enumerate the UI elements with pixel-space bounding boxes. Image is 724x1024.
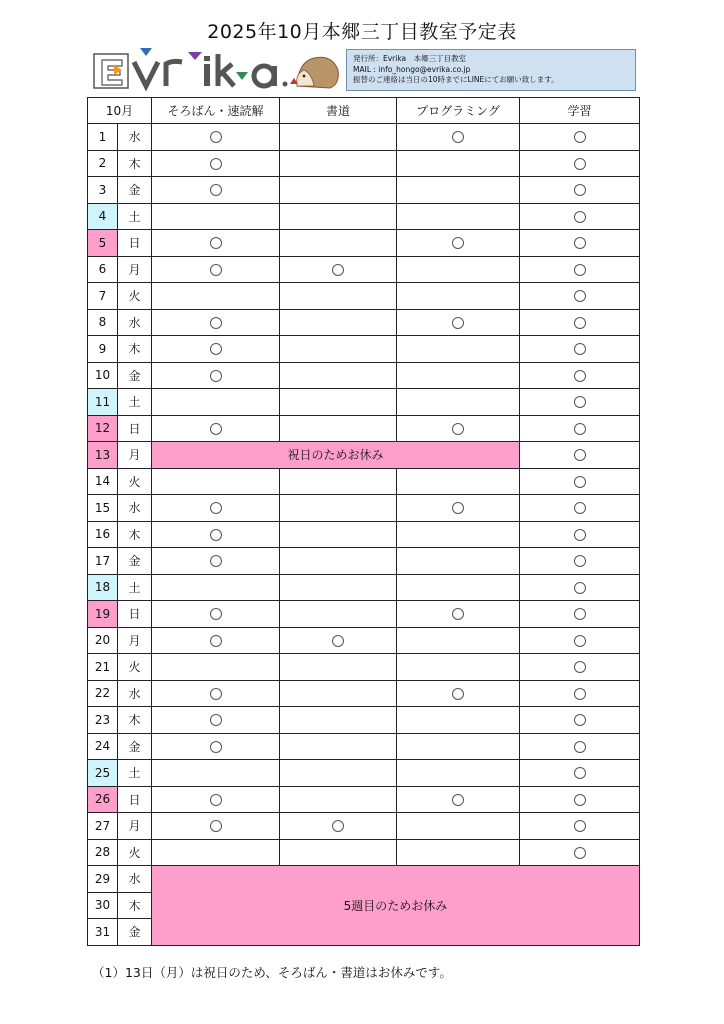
- cell-soroban: [152, 760, 280, 787]
- cell-shodo: [280, 760, 397, 787]
- class-mark-icon: [574, 476, 586, 488]
- cell-study: [520, 495, 640, 522]
- cell-shodo: [280, 124, 397, 151]
- cell-programming: [397, 680, 520, 707]
- weekday: 水: [118, 124, 152, 151]
- class-mark-icon: [452, 131, 464, 143]
- class-mark-icon: [452, 502, 464, 514]
- page-title: 2025年10月本郷三丁目教室予定表: [207, 21, 517, 43]
- cell-programming: [397, 124, 520, 151]
- class-mark-icon: [574, 661, 586, 673]
- cell-shodo: [280, 309, 397, 336]
- cell-shodo: [280, 548, 397, 575]
- table-row: [88, 283, 640, 310]
- class-mark-icon: [574, 608, 586, 620]
- evrika-logo: [92, 48, 342, 92]
- day-number: 25: [88, 760, 118, 787]
- day-number: 2: [88, 150, 118, 177]
- day-number: 13: [88, 442, 118, 469]
- day-number: 26: [88, 786, 118, 813]
- header-shodo: 書道: [280, 98, 397, 124]
- class-mark-icon: [210, 317, 222, 329]
- cell-soroban: [152, 203, 280, 230]
- cell-shodo: [280, 283, 397, 310]
- cell-shodo: [280, 521, 397, 548]
- cell-shodo: [280, 415, 397, 442]
- cell-soroban: [152, 786, 280, 813]
- cell-programming: [397, 230, 520, 257]
- weekday: 月: [118, 813, 152, 840]
- class-mark-icon: [574, 158, 586, 170]
- cell-soroban: [152, 256, 280, 283]
- day-number: 5: [88, 230, 118, 257]
- header-study: 学習: [520, 98, 640, 124]
- cell-programming: [397, 521, 520, 548]
- cell-shodo: [280, 574, 397, 601]
- table-row: [88, 309, 640, 336]
- day-number: 18: [88, 574, 118, 601]
- class-mark-icon: [574, 211, 586, 223]
- weekday: 金: [118, 548, 152, 575]
- weekday: 日: [118, 601, 152, 628]
- cell-soroban: [152, 389, 280, 416]
- cell-programming: [397, 389, 520, 416]
- weekday: 木: [118, 336, 152, 363]
- table-row: [88, 654, 640, 681]
- cell-soroban: [152, 574, 280, 601]
- class-mark-icon: [210, 343, 222, 355]
- class-mark-icon: [210, 184, 222, 196]
- cell-soroban: [152, 601, 280, 628]
- weekday: 木: [118, 707, 152, 734]
- table-row: [88, 627, 640, 654]
- footnote: （1）13日（月）は祝日のため、そろばん・書道はお休みです。: [92, 965, 452, 980]
- cell-shodo: [280, 733, 397, 760]
- cell-programming: [397, 839, 520, 866]
- table-row: [88, 733, 640, 760]
- info-box: [346, 49, 636, 91]
- day-number: 11: [88, 389, 118, 416]
- class-mark-icon: [574, 767, 586, 779]
- class-mark-icon: [574, 423, 586, 435]
- weekday: 月: [118, 256, 152, 283]
- header-programming: プログラミング: [397, 98, 520, 124]
- table-row: [88, 468, 640, 495]
- cell-soroban: [152, 336, 280, 363]
- day-number: 21: [88, 654, 118, 681]
- table-row: [88, 839, 640, 866]
- cell-programming: [397, 415, 520, 442]
- info-notice: 振替のご連絡は当日の10時までにLINEにてお願い致します。: [353, 75, 559, 84]
- day-number: 23: [88, 707, 118, 734]
- class-mark-icon: [574, 635, 586, 647]
- cell-study: [520, 813, 640, 840]
- day-number: 19: [88, 601, 118, 628]
- cell-soroban: [152, 813, 280, 840]
- class-mark-icon: [210, 741, 222, 753]
- cell-soroban: [152, 230, 280, 257]
- weekday: 水: [118, 309, 152, 336]
- day-number: 8: [88, 309, 118, 336]
- class-mark-icon: [574, 290, 586, 302]
- table-row: [88, 203, 640, 230]
- class-mark-icon: [210, 158, 222, 170]
- cell-study: [520, 680, 640, 707]
- day-number: 10: [88, 362, 118, 389]
- class-mark-icon: [574, 741, 586, 753]
- class-mark-icon: [574, 688, 586, 700]
- weekday: 土: [118, 203, 152, 230]
- day-number: 9: [88, 336, 118, 363]
- cell-programming: [397, 203, 520, 230]
- cell-study: [520, 707, 640, 734]
- weekday: 金: [118, 177, 152, 204]
- table-row: [88, 680, 640, 707]
- cell-soroban: [152, 680, 280, 707]
- class-mark-icon: [210, 237, 222, 249]
- weekday: 木: [118, 521, 152, 548]
- class-mark-icon: [210, 529, 222, 541]
- cell-shodo: [280, 230, 397, 257]
- class-mark-icon: [210, 423, 222, 435]
- class-mark-icon: [210, 608, 222, 620]
- cell-programming: [397, 177, 520, 204]
- cell-soroban: [152, 521, 280, 548]
- cell-programming: [397, 601, 520, 628]
- table-row: [88, 574, 640, 601]
- weekday: 火: [118, 654, 152, 681]
- cell-study: [520, 468, 640, 495]
- cell-soroban: [152, 707, 280, 734]
- class-mark-icon: [210, 820, 222, 832]
- class-mark-icon: [332, 264, 344, 276]
- cell-shodo: [280, 680, 397, 707]
- cell-study: [520, 283, 640, 310]
- cell-study: [520, 309, 640, 336]
- cell-study: [520, 177, 640, 204]
- cell-shodo: [280, 495, 397, 522]
- day-number: 12: [88, 415, 118, 442]
- cell-shodo: [280, 786, 397, 813]
- day-number: 17: [88, 548, 118, 575]
- class-mark-icon: [452, 423, 464, 435]
- day-number: 27: [88, 813, 118, 840]
- table-row: [88, 601, 640, 628]
- class-mark-icon: [332, 820, 344, 832]
- table-row: [88, 230, 640, 257]
- info-email: MAIL : info_hongo@evrika.co.jp: [353, 64, 471, 74]
- class-mark-icon: [574, 131, 586, 143]
- weekday: 金: [118, 362, 152, 389]
- cell-study: [520, 203, 640, 230]
- cell-study: [520, 521, 640, 548]
- header-soroban: そろばん・速読解: [152, 98, 280, 124]
- class-mark-icon: [574, 794, 586, 806]
- cell-study: [520, 601, 640, 628]
- cell-programming: [397, 495, 520, 522]
- weekday: 日: [118, 786, 152, 813]
- info-publisher: 発行所：Evrika 本郷三丁目教室: [353, 54, 467, 63]
- cell-shodo: [280, 813, 397, 840]
- class-mark-icon: [574, 529, 586, 541]
- day-number: 7: [88, 283, 118, 310]
- cell-programming: [397, 256, 520, 283]
- weekday: 木: [118, 150, 152, 177]
- cell-study: [520, 574, 640, 601]
- table-row: [88, 389, 640, 416]
- class-mark-icon: [574, 582, 586, 594]
- table-row: [88, 760, 640, 787]
- cell-programming: [397, 707, 520, 734]
- cell-study: [520, 415, 640, 442]
- weekday: 水: [118, 866, 152, 893]
- class-mark-icon: [210, 635, 222, 647]
- class-mark-icon: [574, 847, 586, 859]
- table-row: [88, 150, 640, 177]
- holiday-closed-cell: 祝日のためお休み: [152, 442, 520, 469]
- weekday: 火: [118, 468, 152, 495]
- day-number: 31: [88, 919, 118, 946]
- cell-soroban: [152, 468, 280, 495]
- cell-soroban: [152, 548, 280, 575]
- weekday: 火: [118, 839, 152, 866]
- weekday: 土: [118, 389, 152, 416]
- cell-soroban: [152, 362, 280, 389]
- table-row: [88, 521, 640, 548]
- class-mark-icon: [452, 794, 464, 806]
- cell-programming: [397, 786, 520, 813]
- table-header-row: [88, 98, 640, 124]
- weekday: 土: [118, 760, 152, 787]
- cell-study: [520, 442, 640, 469]
- class-mark-icon: [210, 794, 222, 806]
- class-mark-icon: [452, 237, 464, 249]
- cell-shodo: [280, 601, 397, 628]
- class-mark-icon: [452, 688, 464, 700]
- table-row: [88, 336, 640, 363]
- table-row: [88, 813, 640, 840]
- class-mark-icon: [210, 264, 222, 276]
- class-mark-icon: [452, 608, 464, 620]
- cell-programming: [397, 468, 520, 495]
- cell-programming: [397, 733, 520, 760]
- cell-shodo: [280, 203, 397, 230]
- cell-programming: [397, 574, 520, 601]
- cell-shodo: [280, 654, 397, 681]
- cell-soroban: [152, 495, 280, 522]
- weekday: 月: [118, 627, 152, 654]
- class-mark-icon: [210, 555, 222, 567]
- table-row: [88, 786, 640, 813]
- cell-study: [520, 733, 640, 760]
- class-mark-icon: [574, 264, 586, 276]
- class-mark-icon: [574, 396, 586, 408]
- weekday: 木: [118, 892, 152, 919]
- cell-programming: [397, 309, 520, 336]
- day-number: 14: [88, 468, 118, 495]
- cell-programming: [397, 362, 520, 389]
- table-row: [88, 495, 640, 522]
- class-mark-icon: [574, 370, 586, 382]
- cell-study: [520, 548, 640, 575]
- cell-shodo: [280, 627, 397, 654]
- cell-study: [520, 627, 640, 654]
- cell-study: [520, 124, 640, 151]
- cell-study: [520, 150, 640, 177]
- day-number: 1: [88, 124, 118, 151]
- class-mark-icon: [574, 449, 586, 461]
- weekday: 火: [118, 283, 152, 310]
- cell-soroban: [152, 839, 280, 866]
- cell-shodo: [280, 256, 397, 283]
- weekday: 月: [118, 442, 152, 469]
- weekday: 日: [118, 415, 152, 442]
- day-number: 6: [88, 256, 118, 283]
- day-number: 3: [88, 177, 118, 204]
- cell-programming: [397, 150, 520, 177]
- cell-study: [520, 336, 640, 363]
- day-number: 29: [88, 866, 118, 893]
- week5-closed-cell: 5週目のためお休み: [152, 866, 640, 946]
- day-number: 20: [88, 627, 118, 654]
- cell-shodo: [280, 389, 397, 416]
- cell-soroban: [152, 309, 280, 336]
- table-row: [88, 415, 640, 442]
- class-mark-icon: [574, 714, 586, 726]
- cell-soroban: [152, 627, 280, 654]
- day-number: 30: [88, 892, 118, 919]
- class-mark-icon: [332, 635, 344, 647]
- weekday: 水: [118, 495, 152, 522]
- table-row: [88, 548, 640, 575]
- class-mark-icon: [574, 343, 586, 355]
- day-number: 24: [88, 733, 118, 760]
- weekday: 金: [118, 919, 152, 946]
- cell-soroban: [152, 124, 280, 151]
- day-number: 15: [88, 495, 118, 522]
- class-mark-icon: [574, 502, 586, 514]
- class-mark-icon: [574, 237, 586, 249]
- cell-shodo: [280, 177, 397, 204]
- class-mark-icon: [210, 502, 222, 514]
- class-mark-icon: [210, 131, 222, 143]
- cell-programming: [397, 548, 520, 575]
- cell-programming: [397, 813, 520, 840]
- cell-shodo: [280, 150, 397, 177]
- day-number: 22: [88, 680, 118, 707]
- cell-programming: [397, 627, 520, 654]
- cell-shodo: [280, 468, 397, 495]
- header-month: 10月: [88, 98, 152, 124]
- table-row: [88, 866, 640, 893]
- cell-study: [520, 760, 640, 787]
- cell-soroban: [152, 733, 280, 760]
- cell-soroban: [152, 177, 280, 204]
- schedule-table: [87, 97, 640, 946]
- class-mark-icon: [210, 688, 222, 700]
- cell-programming: [397, 283, 520, 310]
- class-mark-icon: [574, 820, 586, 832]
- cell-study: [520, 786, 640, 813]
- weekday: 土: [118, 574, 152, 601]
- class-mark-icon: [452, 317, 464, 329]
- cell-shodo: [280, 839, 397, 866]
- weekday: 金: [118, 733, 152, 760]
- cell-shodo: [280, 707, 397, 734]
- class-mark-icon: [574, 317, 586, 329]
- class-mark-icon: [574, 184, 586, 196]
- cell-study: [520, 256, 640, 283]
- cell-study: [520, 654, 640, 681]
- cell-study: [520, 389, 640, 416]
- weekday: 日: [118, 230, 152, 257]
- cell-study: [520, 839, 640, 866]
- cell-shodo: [280, 336, 397, 363]
- cell-soroban: [152, 283, 280, 310]
- day-number: 4: [88, 203, 118, 230]
- cell-shodo: [280, 362, 397, 389]
- table-row: [88, 124, 640, 151]
- table-row: [88, 442, 640, 469]
- table-row: [88, 256, 640, 283]
- cell-soroban: [152, 415, 280, 442]
- table-row: [88, 177, 640, 204]
- schedule-body: [88, 124, 640, 946]
- class-mark-icon: [574, 555, 586, 567]
- cell-study: [520, 230, 640, 257]
- day-number: 16: [88, 521, 118, 548]
- weekday: 水: [118, 680, 152, 707]
- cell-programming: [397, 760, 520, 787]
- class-mark-icon: [210, 714, 222, 726]
- cell-soroban: [152, 150, 280, 177]
- cell-programming: [397, 654, 520, 681]
- cell-study: [520, 362, 640, 389]
- table-row: [88, 707, 640, 734]
- cell-soroban: [152, 654, 280, 681]
- table-row: [88, 362, 640, 389]
- day-number: 28: [88, 839, 118, 866]
- class-mark-icon: [210, 370, 222, 382]
- cell-programming: [397, 336, 520, 363]
